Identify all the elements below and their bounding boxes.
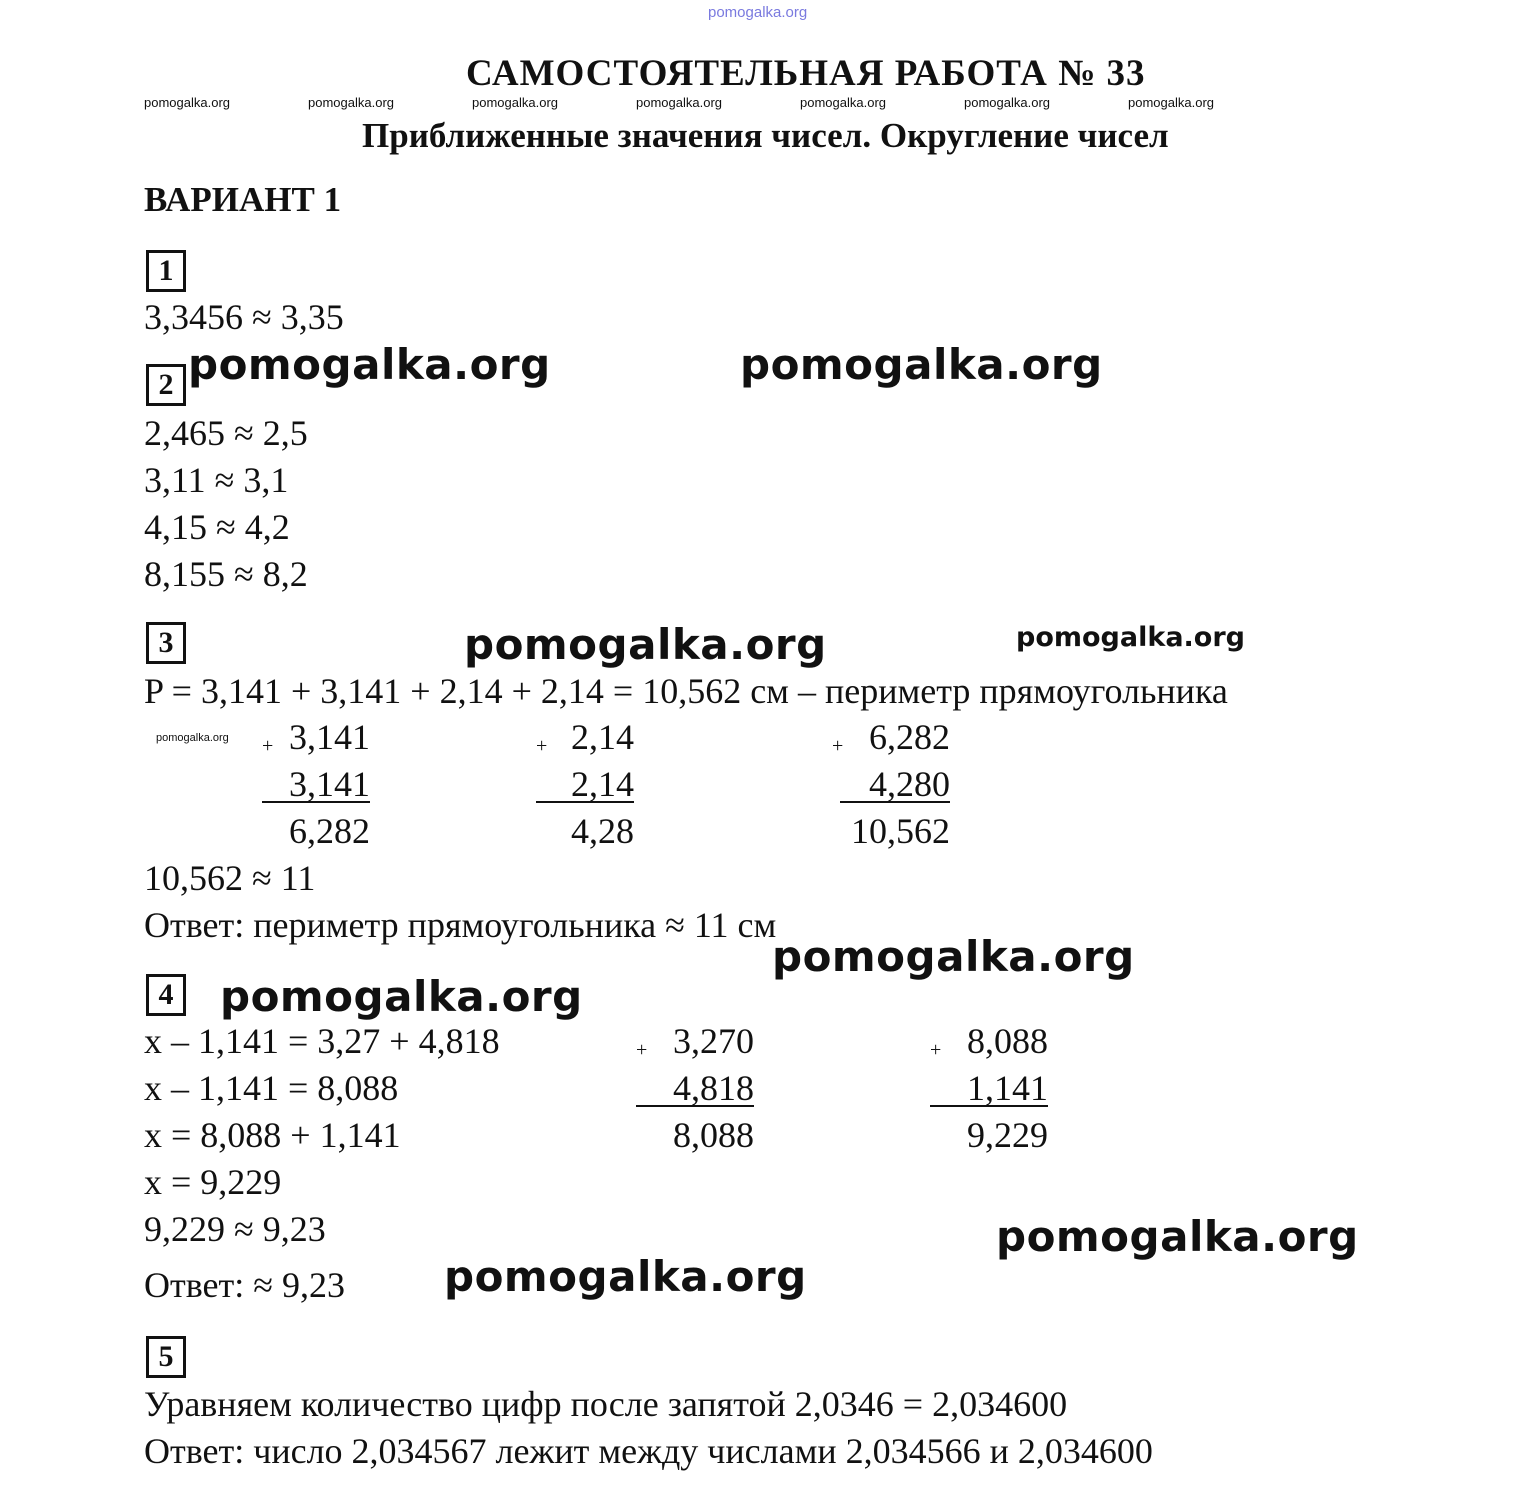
column-addend: 2,14 [571, 717, 634, 757]
watermark-small: pomogalka.org [800, 95, 886, 110]
task4-line: 9,229 ≈ 9,23 [144, 1209, 326, 1249]
task4-line: x = 8,088 + 1,141 [144, 1115, 401, 1155]
watermark-large: pomogalka.org [464, 620, 827, 669]
watermark-small: pomogalka.org [144, 95, 230, 110]
watermark-large: pomogalka.org [996, 1212, 1359, 1261]
task1-line: 3,3456 ≈ 3,35 [144, 297, 344, 337]
task-number-5: 5 [146, 1336, 186, 1378]
task2-line: 8,155 ≈ 8,2 [144, 554, 308, 594]
task3-rounding: 10,562 ≈ 11 [144, 858, 316, 898]
task4-answer: Ответ: ≈ 9,23 [144, 1265, 345, 1305]
watermark-small: pomogalka.org [472, 95, 558, 110]
page-title: САМОСТОЯТЕЛЬНАЯ РАБОТА № 33 [466, 53, 1146, 94]
column-addend: 6,282 [869, 717, 950, 757]
column-addend: 4,280 [840, 763, 950, 803]
plus-sign: + [536, 735, 548, 757]
task-number-3: 3 [146, 622, 186, 664]
watermark-small: pomogalka.org [964, 95, 1050, 110]
task-number-2: 2 [146, 364, 186, 406]
variant-heading: ВАРИАНТ 1 [144, 180, 342, 219]
watermark-large: pomogalka.org [188, 340, 551, 389]
plus-sign: + [262, 735, 274, 757]
task2-line: 2,465 ≈ 2,5 [144, 413, 308, 453]
task2-line: 3,11 ≈ 3,1 [144, 460, 289, 500]
watermark-small: pomogalka.org [156, 732, 229, 744]
task4-line: x – 1,141 = 8,088 [144, 1068, 399, 1108]
plus-sign: + [636, 1039, 648, 1061]
task5-line: Уравняем количество цифр после запятой 2,0346 = 2,034600 [144, 1384, 1068, 1424]
task3-formula: P = 3,141 + 3,141 + 2,14 + 2,14 = 10,562 см – периметр прямоугольника [144, 671, 1228, 711]
column-addend: 3,270 [673, 1021, 754, 1061]
task5-answer: Ответ: число 2,034567 лежит между числами 2,034566 и 2,034600 [144, 1431, 1153, 1471]
watermark-small: pomogalka.org [636, 95, 722, 110]
column-addend: 1,141 [930, 1067, 1048, 1107]
column-addend: 2,14 [536, 763, 634, 803]
plus-sign: + [832, 735, 844, 757]
page-subtitle: Приближенные значения чисел. Округление чисел [362, 116, 1169, 155]
column-addend: 3,141 [262, 763, 370, 803]
watermark-medium: pomogalka.org [1016, 622, 1245, 653]
watermark-large: pomogalka.org [444, 1252, 807, 1301]
column-addend: 8,088 [967, 1021, 1048, 1061]
watermark-small: pomogalka.org [308, 95, 394, 110]
column-sum: 6,282 [289, 811, 370, 851]
column-addend: 3,141 [289, 717, 370, 757]
task-number-4: 4 [146, 974, 186, 1016]
watermark-small: pomogalka.org [1128, 95, 1214, 110]
watermark-large: pomogalka.org [772, 932, 1135, 981]
plus-sign: + [930, 1039, 942, 1061]
task2-line: 4,15 ≈ 4,2 [144, 507, 290, 547]
column-sum: 8,088 [673, 1115, 754, 1155]
watermark-large: pomogalka.org [220, 972, 583, 1021]
watermark-top: pomogalka.org [708, 4, 808, 21]
column-sum: 4,28 [571, 811, 634, 851]
task4-line: x = 9,229 [144, 1162, 282, 1202]
watermark-large: pomogalka.org [740, 340, 1103, 389]
task4-line: x – 1,141 = 3,27 + 4,818 [144, 1021, 500, 1061]
task-number-1: 1 [146, 250, 186, 292]
column-sum: 9,229 [967, 1115, 1048, 1155]
column-sum: 10,562 [851, 811, 950, 851]
task3-answer: Ответ: периметр прямоугольника ≈ 11 см [144, 905, 777, 945]
column-addend: 4,818 [636, 1067, 754, 1107]
